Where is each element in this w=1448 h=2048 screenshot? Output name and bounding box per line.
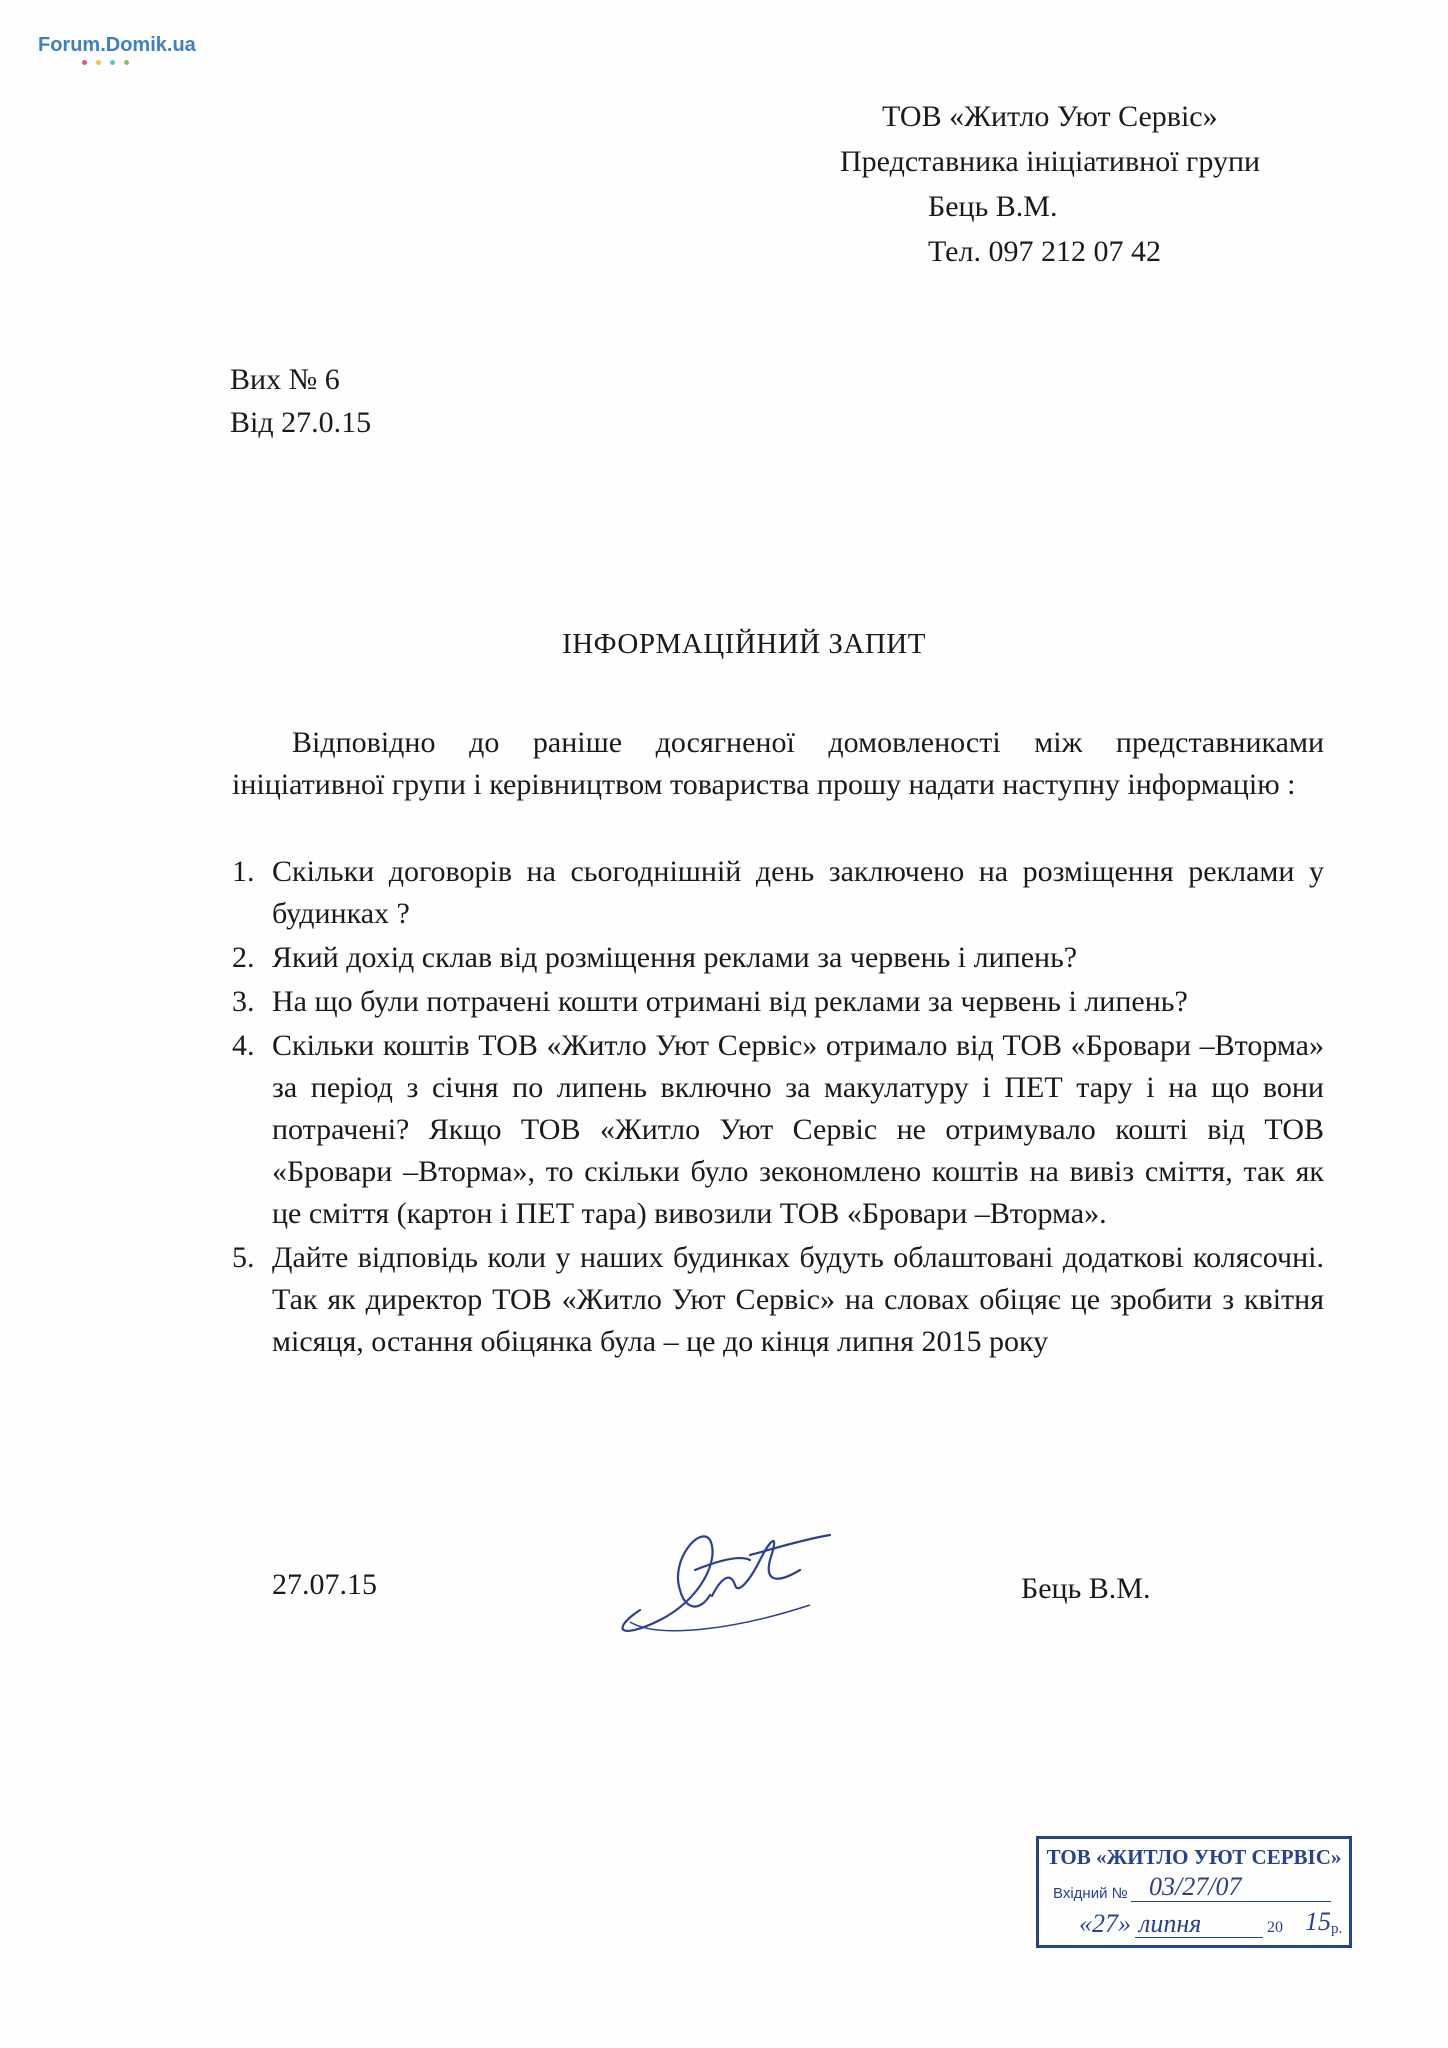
list-text: Дайте відповідь коли у наших будинках будуть облаштовані додаткові колясочні. Так як директор ТОВ «Житло Уют Сервіс» на словах обіцяє це зробити з квітня місяця, остання обіцянка була – це до кінця липня 2015 року	[272, 1241, 1324, 1358]
watermark-dot	[82, 60, 87, 65]
stamp-header: ТОВ «ЖИТЛО УЮТ СЕРВІС»	[1046, 1845, 1342, 1869]
recipient-phone: Тел. 097 212 07 42	[928, 235, 1161, 268]
list-item	[232, 1237, 1324, 1363]
outgoing-number: Вих № 6	[230, 363, 340, 396]
stamp-day: «27»	[1079, 1909, 1131, 1938]
intro-paragraph	[232, 722, 1324, 806]
list-text: На що були потрачені кошти отримані від реклами за червень і липень?	[272, 985, 1188, 1018]
list-number: 1.	[232, 855, 255, 888]
watermark-dot	[96, 60, 101, 65]
stamp-incoming-label: Вхідний №	[1053, 1885, 1128, 1902]
watermark-text: Forum.Domik.ua	[38, 34, 196, 56]
incoming-stamp	[1036, 1836, 1352, 1948]
signer-name: Бець В.М.	[1021, 1572, 1151, 1605]
watermark-dots	[82, 60, 129, 65]
list-number: 4.	[232, 1029, 255, 1062]
list-number: 3.	[232, 985, 255, 1018]
outgoing-reference	[230, 358, 371, 444]
stamp-year-suffix: р.	[1331, 1921, 1343, 1937]
list-item	[232, 851, 1324, 935]
watermark-dot	[110, 60, 115, 65]
stamp-year: 15	[1305, 1907, 1331, 1936]
watermark-dot	[124, 60, 129, 65]
list-text: Який дохід склав від розміщення реклами за червень і липень?	[272, 941, 1078, 974]
request-list	[232, 851, 1324, 1365]
list-item	[232, 937, 1324, 979]
list-item	[232, 1025, 1324, 1235]
stamp-month: липня	[1139, 1909, 1202, 1938]
list-number: 5.	[232, 1241, 255, 1274]
recipient-role: Представника ініціативної групи	[840, 145, 1261, 178]
signature-date: 27.07.15	[272, 1568, 377, 1601]
document-title: ІНФОРМАЦІЙНИЙ ЗАПИТ	[562, 628, 926, 660]
stamp-incoming-number: 03/27/07	[1149, 1872, 1242, 1901]
recipient-block	[840, 94, 1260, 274]
recipient-company: ТОВ «Житло Уют Сервіс»	[882, 100, 1218, 133]
intro-text: Відповідно до раніше досягненої домовленості між представниками ініціативної групи і керівництвом товариства прошу надати наступну інформацію :	[232, 726, 1324, 801]
signature	[600, 1500, 860, 1650]
list-number: 2.	[232, 941, 255, 974]
list-text: Скільки коштів ТОВ «Житло Уют Сервіс» отримало від ТОВ «Бровари –Вторма» за період з січня по липень включно за макулатуру і ПЕТ тару і на що вони потрачені? Якщо ТОВ «Житло Уют Сервіс не отримувало кошті від ТОВ «Бровари –Вторма», то скільки було зекономлено коштів на вивіз сміття, так як це сміття (картон і ПЕТ тара) вивозили ТОВ «Бровари –Вторма».	[272, 1029, 1324, 1230]
list-text: Скільки договорів на сьогоднішній день заключено на розміщення реклами у будинках ?	[272, 855, 1324, 930]
outgoing-date: Від 27.0.15	[230, 406, 372, 439]
recipient-name: Бець В.М.	[928, 190, 1058, 223]
stamp-year-prefix: 20	[1267, 1919, 1283, 1936]
list-item	[232, 981, 1324, 1023]
